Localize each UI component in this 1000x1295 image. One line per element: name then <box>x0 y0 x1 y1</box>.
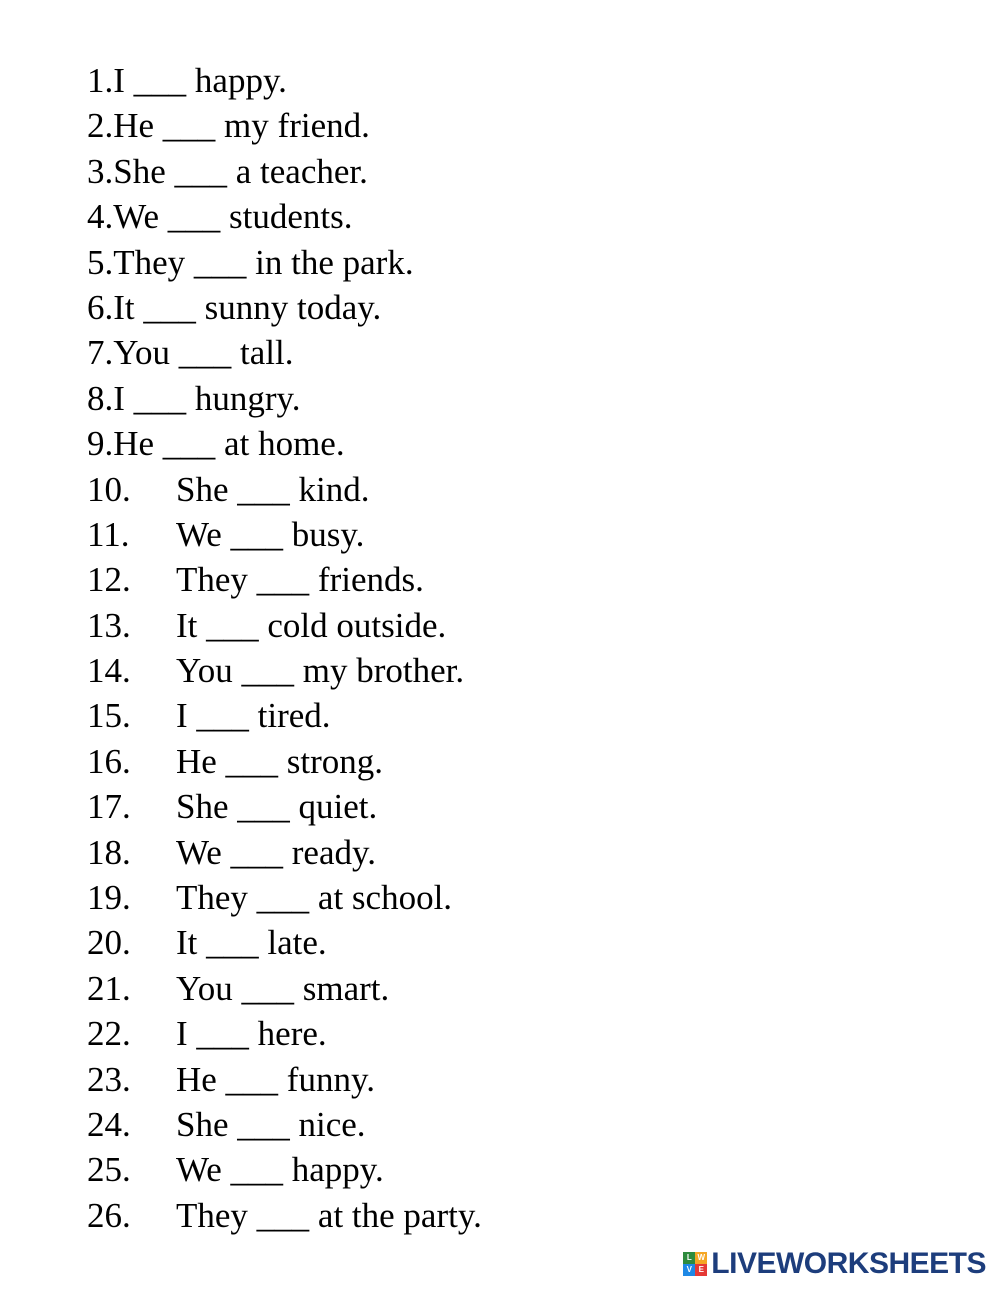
item-number: 5. <box>87 242 114 282</box>
worksheet-item <box>87 58 967 103</box>
worksheet-item <box>87 557 967 602</box>
item-number: 2. <box>87 106 114 146</box>
logo-tile: V <box>683 1264 695 1276</box>
item-sentence: It ___ cold outside. <box>176 605 447 645</box>
item-number: 14. <box>87 651 131 691</box>
item-sentence: We ___ students. <box>113 197 353 237</box>
worksheet-item <box>87 285 967 330</box>
worksheet-item <box>87 966 967 1011</box>
item-number: 8. <box>87 378 114 418</box>
item-sentence: They ___ in the park. <box>113 242 414 282</box>
item-sentence: He ___ my friend. <box>113 106 370 146</box>
worksheet-item <box>87 194 967 239</box>
brand-name: LIVEWORKSHEETS <box>711 1247 986 1280</box>
item-number: 16. <box>87 741 131 781</box>
item-sentence: I ___ hungry. <box>113 378 301 418</box>
worksheet-item <box>87 1147 967 1192</box>
worksheet-item <box>87 784 967 829</box>
item-number: 17. <box>87 787 131 827</box>
item-number: 22. <box>87 1014 131 1054</box>
worksheet-item <box>87 920 967 965</box>
liveworksheets-logo-icon <box>683 1252 707 1276</box>
worksheet-item <box>87 240 967 285</box>
item-number: 18. <box>87 832 131 872</box>
item-sentence: They ___ at school. <box>176 878 453 918</box>
item-number: 11. <box>87 514 130 554</box>
item-sentence: I ___ here. <box>176 1014 327 1054</box>
worksheet-item <box>87 693 967 738</box>
item-number: 21. <box>87 968 131 1008</box>
item-sentence: She ___ kind. <box>176 469 370 509</box>
item-sentence: You ___ my brother. <box>176 651 465 691</box>
item-sentence: They ___ friends. <box>176 560 424 600</box>
item-number: 10. <box>87 469 131 509</box>
item-number: 9. <box>87 424 114 464</box>
worksheet-item <box>87 467 967 512</box>
worksheet-item <box>87 330 967 375</box>
worksheet-item <box>87 103 967 148</box>
item-sentence: You ___ tall. <box>113 333 294 373</box>
worksheet-item <box>87 648 967 693</box>
logo-tile: W <box>695 1252 707 1264</box>
item-number: 1. <box>87 61 114 100</box>
worksheet-item <box>87 512 967 557</box>
item-sentence: She ___ quiet. <box>176 787 378 827</box>
item-number: 13. <box>87 605 131 645</box>
logo-tile: E <box>695 1264 707 1276</box>
item-number: 20. <box>87 923 131 963</box>
item-sentence: He ___ strong. <box>176 741 384 781</box>
item-number: 26. <box>87 1195 131 1235</box>
worksheet-item <box>87 376 967 421</box>
item-sentence: It ___ sunny today. <box>113 287 382 327</box>
item-sentence: He ___ funny. <box>176 1059 375 1099</box>
item-number: 15. <box>87 696 131 736</box>
item-number: 6. <box>87 287 114 327</box>
item-sentence: You ___ smart. <box>176 968 390 1008</box>
item-sentence: She ___ a teacher. <box>113 151 368 191</box>
item-sentence: They ___ at the party. <box>176 1195 482 1235</box>
item-number: 3. <box>87 151 114 191</box>
item-sentence: She ___ nice. <box>176 1104 366 1144</box>
item-sentence: We ___ busy. <box>176 514 365 554</box>
item-sentence: We ___ happy. <box>176 1150 384 1190</box>
item-sentence: We ___ ready. <box>176 832 376 872</box>
item-sentence: I ___ happy. <box>113 61 287 100</box>
worksheet-item <box>87 830 967 875</box>
item-number: 25. <box>87 1150 131 1190</box>
worksheet-item <box>87 603 967 648</box>
worksheet-item <box>87 1057 967 1102</box>
item-sentence: It ___ late. <box>176 923 327 963</box>
worksheet-item <box>87 421 967 466</box>
logo-tile: L <box>683 1252 695 1264</box>
liveworksheets-brand <box>683 1247 986 1281</box>
item-sentence: I ___ tired. <box>176 696 331 736</box>
item-number: 4. <box>87 197 114 237</box>
worksheet-item <box>87 1193 967 1238</box>
item-number: 23. <box>87 1059 131 1099</box>
worksheet-item <box>87 1011 967 1056</box>
item-number: 19. <box>87 878 131 918</box>
item-number: 7. <box>87 333 114 373</box>
worksheet-item <box>87 739 967 784</box>
item-number: 24. <box>87 1104 131 1144</box>
worksheet-item <box>87 875 967 920</box>
item-number: 12. <box>87 560 131 600</box>
worksheet-list <box>87 58 967 1238</box>
worksheet-item <box>87 1102 967 1147</box>
item-sentence: He ___ at home. <box>113 424 345 464</box>
worksheet-item <box>87 149 967 194</box>
